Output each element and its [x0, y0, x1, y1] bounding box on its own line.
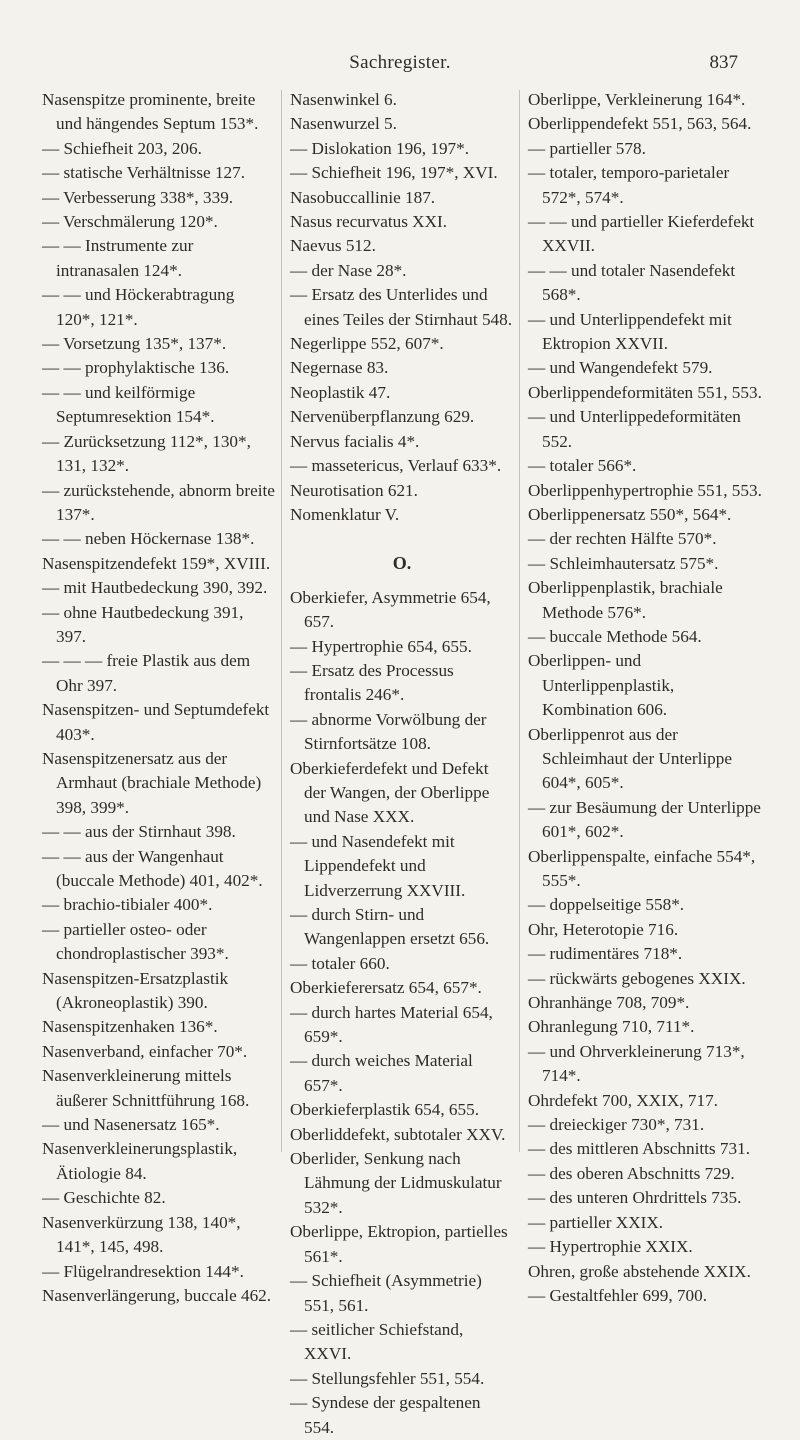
page-number: 837: [709, 52, 738, 73]
index-entry: — und Nasenersatz 165*.: [42, 1115, 220, 1135]
index-entry: Oberlippenspalte, einfache 554*, 555*.: [528, 846, 756, 890]
index-entry: Oberlippenplastik, brachiale Methode 576*.: [528, 578, 723, 622]
index-entry: Nasenverkleinerung mittels äußerer Schnittführung 168.: [42, 1066, 250, 1110]
index-entry: — statische Verhältnisse 127.: [42, 163, 246, 183]
index-entry: — Verbesserung 338*, 339.: [42, 187, 234, 207]
index-entry: — partieller 578.: [528, 138, 646, 158]
index-entry: — Verschmälerung 120*.: [42, 212, 218, 232]
index-entry: — seitlicher Schiefstand, XXVI.: [290, 1319, 464, 1364]
index-entry: — totaler 566*.: [528, 456, 637, 476]
index-entry: — partieller XXIX.: [528, 1212, 664, 1232]
index-entry: — Hypertrophie 654, 655.: [290, 636, 472, 656]
index-entry: — durch hartes Material 654, 659*.: [290, 1002, 493, 1047]
index-entry: — ohne Hautbedeckung 391, 397.: [42, 602, 244, 646]
index-entry: — und Nasendefekt mit Lippendefekt und Lidverzerrung XXVIII.: [290, 831, 466, 900]
index-entry: Ohr, Heterotopie 716.: [528, 919, 679, 939]
index-entry: — der Nase 28*.: [290, 260, 407, 280]
index-entry: Oberkiefer, Asymmetrie 654, 657.: [290, 587, 491, 632]
index-entry: — Zurücksetzung 112*, 130*, 131, 132*.: [42, 431, 251, 476]
index-entry: Nasenverlängerung, buccale 462.: [42, 1285, 272, 1305]
column-divider: [281, 90, 282, 1152]
index-entry: — Dislokation 196, 197*.: [290, 138, 470, 158]
index-entry: — Gestaltfehler 699, 700.: [528, 1285, 707, 1305]
index-entry: — zurückstehende, abnorm breite 137*.: [42, 480, 275, 524]
index-entry: — — und partieller Kieferdefekt XXVII.: [528, 212, 755, 256]
index-entry: — des mittleren Abschnitts 731.: [528, 1139, 750, 1159]
index-entry: — rudimentäres 718*.: [528, 944, 683, 964]
index-entry: Nasenspitzenhaken 136*.: [42, 1017, 218, 1037]
index-entry: — — Instrumente zur intranasalen 124*.: [42, 236, 194, 280]
index-entry: Oberkieferdefekt und Defekt der Wangen, der Oberlippe und Nase XXX.: [290, 758, 490, 827]
index-entry: Ohranhänge 708, 709*.: [528, 993, 690, 1013]
index-entry: Oberlippenersatz 550*, 564*.: [528, 504, 732, 524]
index-entry: Nasenspitze prominente, breite und hängendes Septum 153*.: [42, 90, 259, 134]
index-entry: — — und keilförmige Septumresektion 154*.: [42, 382, 215, 427]
index-entry: — und Ohrverkleinerung 713*, 714*.: [528, 1041, 745, 1086]
index-entry: — — und totaler Nasendefekt 568*.: [528, 260, 736, 305]
index-entry: — Schleimhautersatz 575*.: [528, 553, 719, 573]
index-entry: — Ersatz des Unterlides und eines Teiles der Stirnhaut 548.: [290, 285, 513, 329]
index-entry: — Geschichte 82.: [42, 1188, 166, 1208]
index-entry: — Flügelrandresektion 144*.: [42, 1261, 244, 1281]
index-entry: Oberkieferplastik 654, 655.: [290, 1100, 480, 1120]
index-column-1: [42, 88, 276, 1308]
index-entry: — dreieckiger 730*, 731.: [528, 1115, 705, 1135]
index-entry: — Schiefheit 203, 206.: [42, 138, 202, 158]
index-entry: Oberlippendeformitäten 551, 553.: [528, 382, 762, 402]
page-header: [0, 0, 800, 80]
index-entry: Oberlippe, Ektropion, partielles 561*.: [290, 1222, 508, 1266]
index-entry: Ohrdefekt 700, XXIX, 717.: [528, 1090, 718, 1110]
index-entry: — Vorsetzung 135*, 137*.: [42, 334, 227, 354]
index-entry: — und Wangendefekt 579.: [528, 358, 713, 378]
index-entry: Negernase 83.: [290, 358, 389, 378]
index-entry: Oberlippe, Verkleinerung 164*.: [528, 90, 746, 109]
index-entry: Nasenspitzendefekt 159*, XVIII.: [42, 553, 271, 573]
column-divider: [519, 90, 520, 1152]
index-entry: — buccale Methode 564.: [528, 626, 702, 646]
index-column-3: [528, 88, 768, 1308]
index-entry: — totaler, temporo-parietaler 572*, 574*.: [528, 163, 730, 207]
index-column-2: [290, 88, 514, 1440]
index-entry: — massetericus, Verlauf 633*.: [290, 456, 502, 476]
index-entry: — rückwärts gebogenes XXIX.: [528, 968, 746, 988]
index-entry: Oberliddefekt, subtotaler XXV.: [290, 1124, 506, 1144]
index-entry: — des unteren Ohrdrittels 735.: [528, 1188, 742, 1208]
index-entry: Oberlippenrot aus der Schleimhaut der Unterlippe 604*, 605*.: [528, 724, 732, 793]
index-entry: — — — freie Plastik aus dem Ohr 397.: [42, 651, 251, 695]
index-entry: Nasenwurzel 5.: [290, 114, 397, 134]
index-entry: Negerlippe 552, 607*.: [290, 334, 444, 354]
index-entry: — — neben Höckernase 138*.: [42, 529, 255, 549]
index-entry: — Stellungsfehler 551, 554.: [290, 1368, 485, 1388]
index-entry: Nasenverband, einfacher 70*.: [42, 1041, 248, 1061]
index-entry: Nasenspitzen- und Septumdefekt 403*.: [42, 700, 270, 744]
index-entry: — — prophylaktische 136.: [42, 358, 230, 378]
index-entry: — Syndese der gespaltenen 554.: [290, 1393, 481, 1437]
index-entry: — abnorme Vorwölbung der Stirnfortsätze 108.: [290, 709, 487, 754]
index-entry: — durch Stirn- und Wangenlappen ersetzt 656.: [290, 905, 490, 949]
index-entry: Ohranlegung 710, 711*.: [528, 1017, 695, 1037]
index-entry: — durch weiches Material 657*.: [290, 1051, 473, 1095]
index-entry: Nasenverkürzung 138, 140*, 141*, 145, 498.: [42, 1212, 241, 1257]
index-entry: — brachio-tibialer 400*.: [42, 895, 213, 915]
index-entry: — Hypertrophie XXIX.: [528, 1237, 693, 1257]
index-entry: — — aus der Stirnhaut 398.: [42, 822, 236, 842]
index-entry: — — und Höckerabtragung 120*, 121*.: [42, 285, 235, 329]
index-entry: — mit Hautbedeckung 390, 392.: [42, 578, 268, 598]
index-entry: Neoplastik 47.: [290, 382, 391, 402]
index-entry: Oberlippendefekt 551, 563, 564.: [528, 114, 752, 134]
index-entry: Nasenspitzenersatz aus der Armhaut (brachiale Methode) 398, 399*.: [42, 748, 262, 817]
index-entry: — Schiefheit (Asymmetrie) 551, 561.: [290, 1271, 482, 1315]
index-entry: Neurotisation 621.: [290, 480, 418, 500]
index-entry: — — aus der Wangenhaut (buccale Methode) 401, 402*.: [42, 846, 263, 890]
running-title: Sachregister.: [349, 52, 451, 73]
index-entry: — des oberen Abschnitts 729.: [528, 1163, 735, 1183]
index-entry: — partieller osteo- oder chondroplastischer 393*.: [42, 919, 229, 964]
index-entry: Oberlider, Senkung nach Lähmung der Lidmuskulatur 532*.: [290, 1149, 502, 1217]
index-entry: — und Unterlippendefekt mit Ektropion XXVII.: [528, 309, 732, 354]
index-entry: Oberlippenhypertrophie 551, 553.: [528, 480, 762, 500]
index-entry: Ohren, große abstehende XXIX.: [528, 1261, 751, 1281]
index-entry: Nasus recurvatus XXI.: [290, 212, 448, 232]
index-entry: Nervenüberpflanzung 629.: [290, 407, 475, 427]
index-entry: — totaler 660.: [290, 953, 390, 973]
index-entry: — der rechten Hälfte 570*.: [528, 529, 717, 549]
index-entry: Nasenwinkel 6.: [290, 90, 397, 109]
index-entry: Nasobuccallinie 187.: [290, 187, 436, 207]
index-entry: — Ersatz des Processus frontalis 246*.: [290, 660, 454, 705]
index-entry: — doppelseitige 558*.: [528, 895, 685, 915]
index-entry: Oberkieferersatz 654, 657*.: [290, 978, 482, 998]
index-entry: Nervus facialis 4*.: [290, 431, 420, 451]
index-entry: Oberlippen- und Unterlippenplastik, Kombination 606.: [528, 651, 675, 720]
index-entry: — Schiefheit 196, 197*, XVI.: [290, 163, 498, 183]
index-entry: — zur Besäumung der Unterlippe 601*, 602*.: [528, 797, 761, 842]
index-entry: — und Unterlippedeformitäten 552.: [528, 407, 741, 451]
section-letter-heading: O.: [392, 553, 412, 574]
index-entry: Nasenspitzen-Ersatzplastik (Akroneoplastik) 390.: [42, 968, 229, 1013]
index-entry: Nomenklatur V.: [290, 504, 400, 524]
index-entry: Nasenverkleinerungsplastik, Ätiologie 84.: [42, 1139, 238, 1183]
index-entry: Naevus 512.: [290, 236, 376, 256]
